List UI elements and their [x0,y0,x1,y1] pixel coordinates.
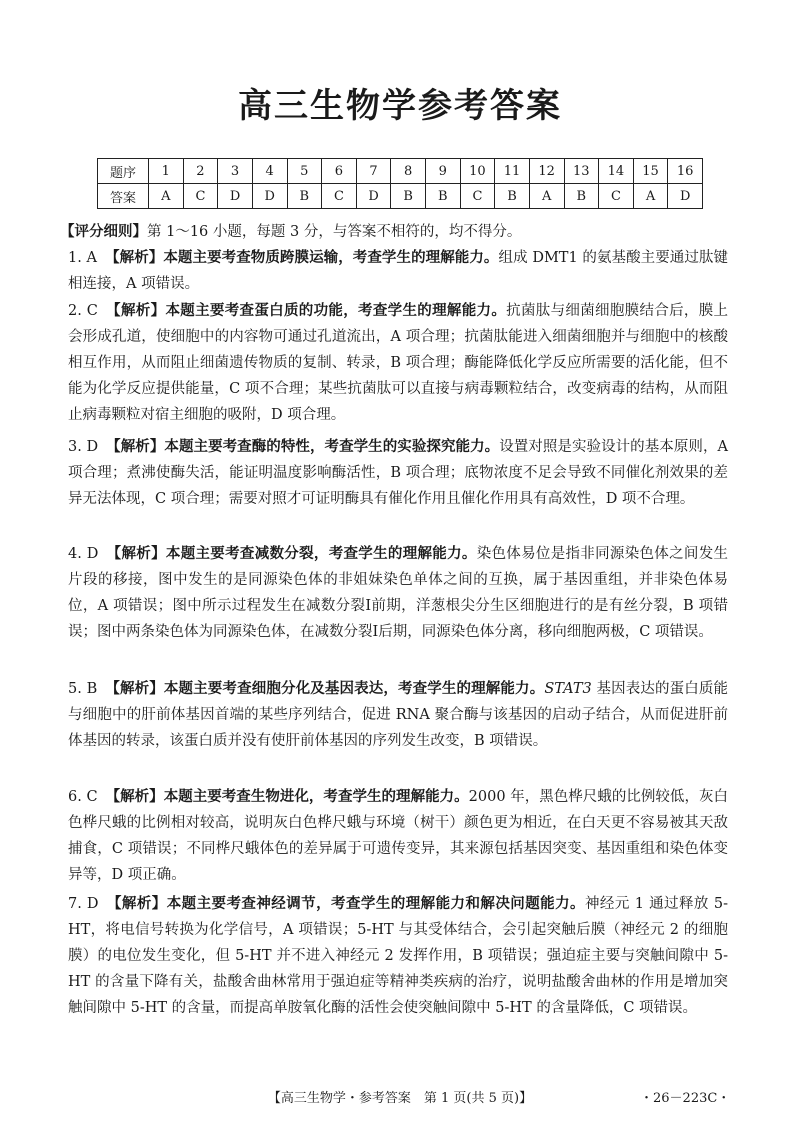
question-number: 6 [322,159,357,184]
question-number: 13 [564,159,599,184]
explanation-item-2 [68,298,728,428]
analysis-lead: 本题主要考查减数分裂，考查学生的理解能力。 [165,546,477,562]
answer-cell: A [529,184,564,209]
number-row [98,159,703,184]
question-number: 16 [668,159,703,184]
item-number-answer: 1. A [68,250,97,266]
question-number: 5 [287,159,322,184]
analysis-lead: 本题主要考查神经调节，考查学生的理解能力和解决问题能力。 [166,896,585,912]
item-number-answer: 2. C [68,303,98,319]
footer-code: ・26－223C・ [640,1091,731,1106]
analysis-body: 组成 DMT1 的氨基酸主要通过肽键相连接，A 项错误。 [68,250,729,292]
item-number-answer: 5. B [68,681,98,697]
item-number-answer: 4. D [68,546,99,562]
answer-cell: B [426,184,461,209]
analysis-body: 染色体易位是指非同源染色体之间发生片段的移接，图中发生的是同源染色体的非姐妹染色单体之间的互换，属于基因重组，并非染色体易位，A 项错误；图中所示过程发生在减数分裂Ⅰ前期，洋葱根尖分生区细胞进行的是有丝分裂，B 项错误；图中两条染色体为同源染色体，在减数分裂Ⅰ后期，同源染色体分离，移向细胞两极，C 项错误。 [68,546,729,640]
answer-cell: D [252,184,287,209]
row-label-number: 题序 [98,159,149,184]
analysis-tag: 【解析】 [106,896,167,912]
analysis-body: 神经元 1 通过释放 5-HT，将电信号转换为化学信号，A 项错误；5-HT 与其受体结合，会引起突触后膜（神经元 2 的细胞膜）的电位发生变化，但 5-HT 并不进入神经元 2 发挥作用，B 项错误；强迫症主要与突触间隙中 5-HT 的含量下降有关，盐酸舍曲林常用于强迫症等精神类疾病的治疗，说明盐酸舍曲林的作用是增加突触间隙中 5-HT 的含量，而提高单胺氧化酶的活性会使突触间隙中 5-HT 的含量降低，C 项错误。 [68,896,729,1016]
question-number: 2 [183,159,218,184]
question-number: 8 [391,159,426,184]
question-number: 15 [633,159,668,184]
scoring-rules [60,219,760,245]
answer-cell: A [149,184,184,209]
analysis-lead: 本题主要考查蛋白质的功能，考查学生的理解能力。 [165,303,507,319]
row-label-answer: 答案 [98,184,149,209]
answer-table [97,158,703,209]
analysis-tag: 【解析】 [105,250,164,266]
answer-cell: D [356,184,391,209]
item-number-answer: 6. C [68,789,98,805]
analysis-lead: 本题主要考查细胞分化及基因表达，考查学生的理解能力。 [163,681,545,697]
answer-cell: B [287,184,322,209]
question-number: 7 [356,159,391,184]
analysis-body: 设置对照是实验设计的基本原则，A 项合理；煮沸使酶失活，能证明温度影响酶活性，B 项合理；底物浓度不足会导致不同催化剂效果的差异无法体现，C 项合理；需要对照才可证明酶具有催化作用且催化作用具有高效性，D 项不合理。 [68,439,728,507]
answer-cell: C [460,184,495,209]
explanation-item-1 [68,245,728,297]
question-number: 12 [529,159,564,184]
analysis-tag: 【解析】 [106,546,166,562]
analysis-tag: 【解析】 [105,303,166,319]
question-number: 1 [149,159,184,184]
explanation-item-7 [68,891,728,1021]
question-number: 11 [495,159,530,184]
answer-cell: B [495,184,530,209]
question-number: 3 [218,159,253,184]
answer-cell: C [183,184,218,209]
answer-row [98,184,703,209]
question-number: 4 [252,159,287,184]
answer-cell: B [391,184,426,209]
question-number: 10 [460,159,495,184]
explanation-item-3 [68,434,728,512]
analysis-lead: 本题主要考查酶的特性，考查学生的实验探究能力。 [164,439,500,455]
answer-cell: A [633,184,668,209]
answer-cell: D [218,184,253,209]
analysis-tag: 【解析】 [106,439,165,455]
analysis-body: 抗菌肽与细菌细胞膜结合后，膜上会形成孔道，使细胞中的内容物可通过孔道流出，A 项合理；抗菌肽能进入细菌细胞并与细胞中的核酸相互作用，从而阻止细菌遗传物质的复制、转录，B 项合理；酶能降低化学反应所需要的活化能，但不能为化学反应提供能量，C 项不合理；某些抗菌肽可以直接与病毒颗粒结合，改变病毒的结构，从而阻止病毒颗粒对宿主细胞的吸附，D 项合理。 [68,303,729,423]
answer-cell: C [322,184,357,209]
scoring-rules-text: 第 1～16 小题，每题 3 分，与答案不相符的，均不得分。 [147,224,522,240]
analysis-lead: 本题主要考查生物进化，考查学生的理解能力。 [163,789,469,805]
answer-cell: D [668,184,703,209]
question-number: 9 [426,159,461,184]
question-number: 14 [599,159,634,184]
analysis-lead: 本题主要考查物质跨膜运输，考查学生的理解能力。 [163,250,499,266]
explanation-item-5 [68,676,728,754]
page-title: 高三生物学参考答案 [238,86,562,126]
analysis-body: 2000 年，黑色桦尺蛾的比例较低，灰白色桦尺蛾的比例相对较高，说明灰白色桦尺蛾与环境（树干）颜色更为相近，在白天更不容易被其天敌捕食，C 项错误；不同桦尺蛾体色的差异属于可遗传变异，其来源包括基因突变、基因重组和染色体变异等，D 项正确。 [68,789,729,883]
answer-cell: B [564,184,599,209]
item-number-answer: 3. D [68,439,99,455]
analysis-tag: 【解析】 [105,789,164,805]
scoring-rules-label: 【评分细则】 [60,224,147,240]
analysis-body: 基因表达的蛋白质能与细胞中的肝前体基因首端的某些序列结合，促进 RNA 聚合酶与该基因的启动子结合，从而促进肝前体基因的转录，该蛋白质并没有使肝前体基因的序列发生改变，B 项错误。 [68,681,729,749]
answer-cell: C [599,184,634,209]
analysis-tag: 【解析】 [105,681,164,697]
item-number-answer: 7. D [68,896,99,912]
gene-name-italic: STAT3 [544,681,592,697]
explanation-item-4 [68,541,728,645]
footer-page-info: 【高三生物学・参考答案 第 1 页(共 5 页)】 [267,1091,533,1106]
explanation-item-6 [68,784,728,888]
